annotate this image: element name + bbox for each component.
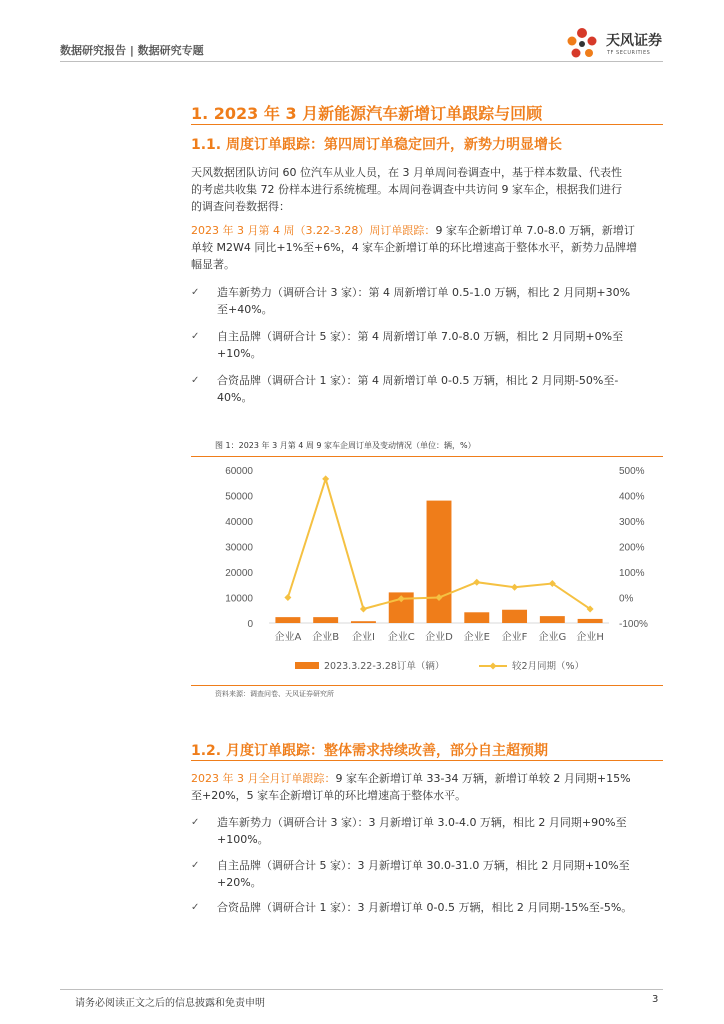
y-left-tick-label: 50000 — [225, 491, 253, 503]
x-tick-label: 企业I — [351, 632, 375, 643]
legend-label-yoy: 较2月同期（%） — [512, 661, 585, 672]
x-tick-label: 企业D — [425, 632, 453, 643]
legend-swatch-orders — [295, 662, 319, 669]
bullet-line: 自主品牌（调研合计 5 家）：3 月新增订单 30.0-31.0 万辆，相比 2 月同期+10%至 — [217, 859, 630, 872]
line-point-企业E — [473, 579, 480, 586]
figure-source: 资料来源：调查问卷、天风证券研究所 — [215, 690, 334, 698]
checkmark-icon: ✓ — [191, 375, 200, 386]
logo-name-en: TF SECURITIES — [607, 50, 651, 56]
logo-flower-icon — [562, 24, 602, 64]
checkmark-icon: ✓ — [191, 860, 200, 871]
bullet-line: +10%。 — [217, 347, 262, 360]
bar-企业A — [275, 617, 300, 623]
weekly-summary-line: 幅显著。 — [191, 258, 235, 271]
checkmark-icon: ✓ — [191, 902, 200, 913]
x-tick-label: 企业G — [538, 632, 567, 643]
section-1-rule — [191, 124, 663, 125]
figure-title: 图 1：2023 年 3 月第 4 周 9 家车企周订单及变动情况（单位：辆，%） — [215, 441, 476, 450]
orders-combo-chart — [191, 456, 663, 684]
x-tick-label: 企业B — [312, 632, 340, 643]
weekly-summary-paragraph — [191, 222, 663, 273]
bullet-line: 至+40%。 — [217, 303, 273, 316]
bar-企业F — [502, 610, 527, 623]
line-point-企业F — [511, 584, 518, 591]
monthly-summary-highlight: 2023 年 3 月全月订单跟踪： — [191, 772, 336, 785]
bar-企业D — [427, 501, 452, 623]
company-logo — [562, 24, 672, 64]
bullet-line: 40%。 — [217, 391, 253, 404]
y-left-tick-label: 30000 — [225, 542, 253, 554]
bar-企业I — [351, 621, 376, 623]
section-1-2-rule — [191, 760, 663, 761]
monthly-summary-paragraph — [191, 770, 663, 804]
x-tick-label: 企业H — [576, 632, 604, 643]
figure-bottom-rule — [191, 685, 663, 686]
bullet-line: 合资品牌（调研合计 1 家）：第 4 周新增订单 0-0.5 万辆，相比 2 月同期-50%至- — [217, 374, 619, 387]
footer-divider — [60, 989, 663, 990]
x-tick-label: 企业E — [463, 632, 490, 643]
y-right-tick-label: 300% — [619, 517, 645, 528]
disclaimer-notice: 请务必阅读正文之后的信息披露和免责申明 — [75, 998, 265, 1009]
page-number: 3 — [652, 994, 659, 1005]
bullet-line: 造车新势力（调研合计 3 家）：3 月新增订单 3.0-4.0 万辆，相比 2 月同期+90%至 — [217, 816, 627, 829]
weekly-summary-text: 9 家车企新增订单 7.0-8.0 万辆，新增订 — [435, 224, 635, 237]
intro-paragraph — [191, 164, 663, 215]
section-1-1-title: 1.1. 周度订单跟踪：第四周订单稳定回升，新势力明显增长 — [191, 137, 562, 153]
line-point-企业A — [284, 594, 291, 601]
intro-line: 天风数据团队访问 60 位汽车从业人员，在 3 月单周问卷调查中，基于样本数量、代表性 — [191, 166, 622, 179]
bar-企业E — [464, 612, 489, 623]
weekly-summary-highlight: 2023 年 3 月第 4 周（3.22-3.28）周订单跟踪： — [191, 224, 436, 237]
line-point-企业B — [322, 475, 329, 482]
bar-企业H — [578, 619, 603, 623]
x-tick-label: 企业A — [274, 632, 302, 643]
y-right-tick-label: 200% — [619, 542, 645, 554]
y-right-tick-label: -100% — [619, 619, 648, 630]
checkmark-icon: ✓ — [191, 331, 200, 342]
header-divider — [60, 61, 663, 62]
section-1-2-title: 1.2. 月度订单跟踪：整体需求持续改善，部分自主超预期 — [191, 743, 548, 759]
y-right-tick-label: 400% — [619, 491, 645, 503]
bullet-line: 造车新势力（调研合计 3 家）：第 4 周新增订单 0.5-1.0 万辆，相比 2 月同期+30% — [217, 286, 631, 299]
legend-marker-yoy — [490, 663, 497, 670]
y-left-tick-label: 40000 — [225, 517, 253, 528]
logo-name-cn: 天风证券 — [606, 33, 662, 49]
y-right-tick-label: 0% — [619, 593, 634, 605]
bullet-line: +100%。 — [217, 833, 269, 846]
checkmark-icon: ✓ — [191, 817, 200, 828]
bullet-line: 自主品牌（调研合计 5 家）：第 4 周新增订单 7.0-8.0 万辆，相比 2 月同期+0%至 — [217, 330, 624, 343]
x-tick-label: 企业C — [387, 632, 415, 643]
line-point-企业I — [360, 605, 367, 612]
report-header: 数据研究报告 | 数据研究专题 — [60, 44, 204, 57]
intro-line: 的调查问卷数据得： — [191, 200, 290, 213]
legend-label-orders: 2023.3.22-3.28订单（辆） — [324, 661, 445, 672]
y-right-tick-label: 500% — [619, 466, 645, 477]
weekly-summary-line: 单较 M2W4 同比+1%至+6%，4 家车企新增订单的环比增速高于整体水平，新势力品牌增 — [191, 241, 638, 254]
section-1-title: 1. 2023 年 3 月新能源汽车新增订单跟踪与回顾 — [191, 104, 543, 123]
bar-企业G — [540, 616, 565, 623]
y-left-tick-label: 10000 — [225, 593, 253, 605]
y-left-tick-label: 20000 — [225, 568, 253, 579]
bar-企业B — [313, 617, 338, 623]
intro-line: 的考虑共收集 72 份样本进行系统梳理。本周问卷调查中共访问 9 家车企，根据我们进行 — [191, 183, 622, 196]
y-left-tick-label: 0 — [247, 619, 253, 630]
monthly-summary-text: 9 家车企新增订单 33-34 万辆，新增订单较 2 月同期+15% — [335, 772, 631, 785]
y-right-tick-label: 100% — [619, 568, 645, 579]
y-left-tick-label: 60000 — [225, 466, 253, 477]
checkmark-icon: ✓ — [191, 287, 200, 298]
monthly-summary-line: 至+20%，5 家车企新增订单的环比增速高于整体水平。 — [191, 789, 467, 802]
bullet-line: +20%。 — [217, 876, 262, 889]
bullet-line: 合资品牌（调研合计 1 家）：3 月新增订单 0-0.5 万辆，相比 2 月同期-15%至-5%。 — [217, 901, 633, 914]
x-tick-label: 企业F — [501, 632, 528, 643]
